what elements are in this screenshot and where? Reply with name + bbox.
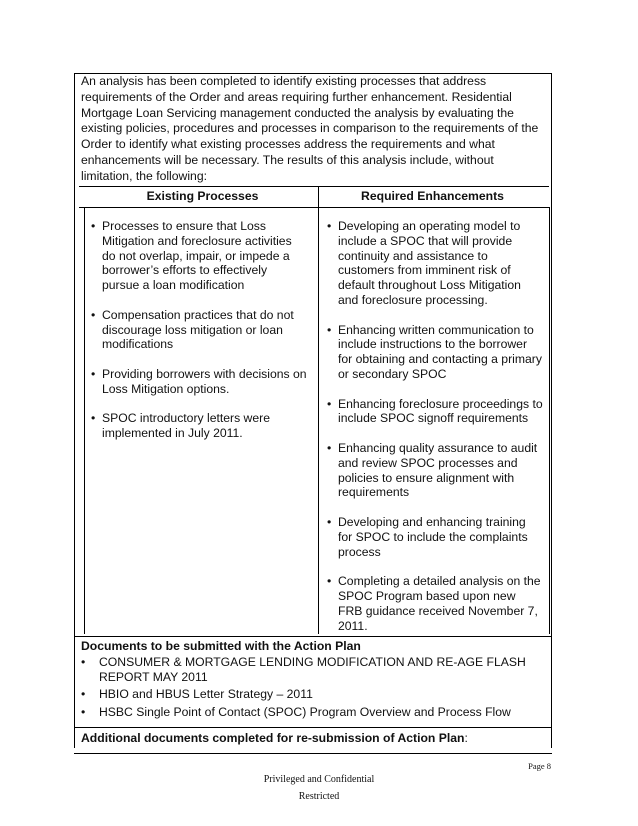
list-item-line: SPOC Program based upon new: [338, 588, 516, 603]
existing-processes-column: [89, 219, 315, 456]
list-item-line: default throughout Loss Mitigation: [338, 278, 521, 293]
list-item-line: or secondary SPOC: [338, 366, 447, 381]
list-item-line: process: [338, 544, 381, 559]
divider: [318, 207, 319, 634]
bullet-icon: •: [91, 411, 96, 426]
list-item-line: Mitigation and foreclosure activities: [102, 233, 292, 248]
intro-line: enhancements will be necessary. The results of this analysis include, without: [81, 152, 494, 167]
list-item-line: policies to ensure alignment with: [338, 470, 515, 485]
list-item-line: Developing an operating model to: [338, 219, 521, 233]
list-item-line: SPOC introductory letters were: [102, 411, 270, 426]
footer-divider: [74, 753, 552, 754]
list-item-line: discourage loss mitigation or loan: [102, 322, 283, 337]
list-item-line: borrower’s efforts to effectively: [102, 263, 268, 278]
documents-section: [74, 636, 552, 728]
list-item-line: Providing borrowers with decisions on: [102, 366, 307, 381]
documents-title: Documents to be submitted with the Action Plan: [81, 639, 361, 653]
intro-line: Order to identify what existing processes address the requirements and what: [81, 137, 495, 152]
list-item: [89, 411, 315, 441]
bullet-icon: •: [327, 440, 332, 455]
list-item: [89, 308, 315, 352]
intro-line: Mortgage Loan Servicing management conducted the analysis by evaluating the: [81, 105, 514, 120]
list-item-line: include SPOC signoff requirements: [338, 411, 529, 426]
list-item: [325, 219, 547, 308]
bullet-icon: •: [91, 219, 96, 233]
list-item-line: FRB guidance received November 7,: [338, 603, 538, 618]
list-item-line: REPORT MAY 2011: [99, 670, 208, 685]
analysis-table: [74, 73, 552, 637]
list-item-line: for SPOC to include the complaints: [338, 529, 528, 544]
divider: [79, 186, 549, 187]
list-item-line: Enhancing foreclosure proceedings to: [338, 396, 543, 411]
list-item-line: pursue a loan modification: [102, 278, 245, 293]
header-required-enhancements: Required Enhancements: [361, 189, 504, 203]
list-item-line: CONSUMER & MORTGAGE LENDING MODIFICATION AND RE-AGE FLASH: [99, 655, 526, 669]
bullet-icon: •: [81, 655, 86, 669]
list-item-line: Loss Mitigation options.: [102, 381, 230, 396]
intro-line: limitation, the following:: [81, 168, 207, 183]
required-enhancements-column: [325, 219, 547, 648]
list-item-line: Enhancing quality assurance to audit: [338, 440, 538, 455]
list-item: [89, 219, 315, 293]
additional-title-text: Additional documents completed for re-submission of Action Plan: [81, 731, 465, 745]
list-item: [89, 367, 315, 397]
list-item: [325, 515, 547, 559]
footer-restricted: Restricted: [298, 791, 340, 802]
list-item-line: HBIO and HBUS Letter Strategy – 2011: [99, 687, 313, 702]
bullet-icon: •: [327, 396, 332, 411]
list-item-line: for obtaining and contacting a primary: [338, 352, 542, 367]
bullet-icon: •: [327, 574, 332, 589]
list-item-line: requirements: [338, 485, 410, 500]
list-item: [75, 655, 545, 685]
page-number: Page 8: [528, 761, 551, 771]
analysis-intro: [81, 74, 551, 185]
list-item-line: include a SPOC that will provide: [338, 233, 513, 248]
list-item: [325, 441, 547, 500]
additional-documents-title: [81, 731, 468, 745]
list-item-line: Processes to ensure that Loss: [102, 219, 266, 233]
list-item-line: do not overlap, impair, or impede a: [102, 248, 290, 263]
additional-title-colon: :: [464, 731, 468, 745]
list-item-line: continuity and assistance to: [338, 248, 488, 263]
list-item-line: Developing and enhancing training: [338, 514, 526, 529]
list-item: [75, 687, 545, 702]
intro-line: An analysis has been completed to identify existing processes that address: [81, 74, 487, 88]
divider: [79, 207, 549, 208]
footer-confidential: Privileged and Confidential: [263, 774, 375, 785]
list-item: [75, 705, 545, 720]
bullet-icon: •: [81, 687, 86, 702]
divider: [318, 187, 319, 207]
list-item-line: modifications: [102, 337, 174, 352]
intro-line: existing policies, procedures and processes in comparison to the requirements of the: [81, 121, 539, 136]
list-item-line: customers from imminent risk of: [338, 263, 511, 278]
bullet-icon: •: [327, 219, 332, 233]
divider: [84, 207, 85, 634]
list-item-line: Enhancing written communication to: [338, 322, 534, 337]
list-item-line: HSBC Single Point of Contact (SPOC) Program Overview and Process Flow: [99, 704, 511, 719]
bullet-icon: •: [327, 514, 332, 529]
bullet-icon: •: [327, 322, 332, 337]
list-item-line: and foreclosure processing.: [338, 292, 488, 307]
list-item-line: 2011.: [338, 618, 368, 633]
list-item-line: Completing a detailed analysis on the: [338, 574, 541, 589]
list-item-line: and review SPOC processes and: [338, 455, 518, 470]
bullet-icon: •: [81, 704, 86, 719]
list-item: [325, 574, 547, 633]
bullet-icon: •: [91, 307, 96, 322]
documents-list: [75, 655, 545, 722]
additional-documents-section: [74, 727, 552, 748]
bullet-icon: •: [91, 366, 96, 381]
list-item-line: implemented in July 2011.: [102, 426, 243, 441]
divider: [549, 207, 550, 634]
list-item-line: Compensation practices that do not: [102, 307, 294, 322]
list-item-line: include instructions to the borrower: [338, 337, 528, 352]
list-item: [325, 397, 547, 427]
list-item: [325, 323, 547, 382]
header-existing-processes: Existing Processes: [146, 189, 259, 203]
intro-line: requirements of the Order and areas requiring further enhancement. Residential: [81, 89, 512, 104]
